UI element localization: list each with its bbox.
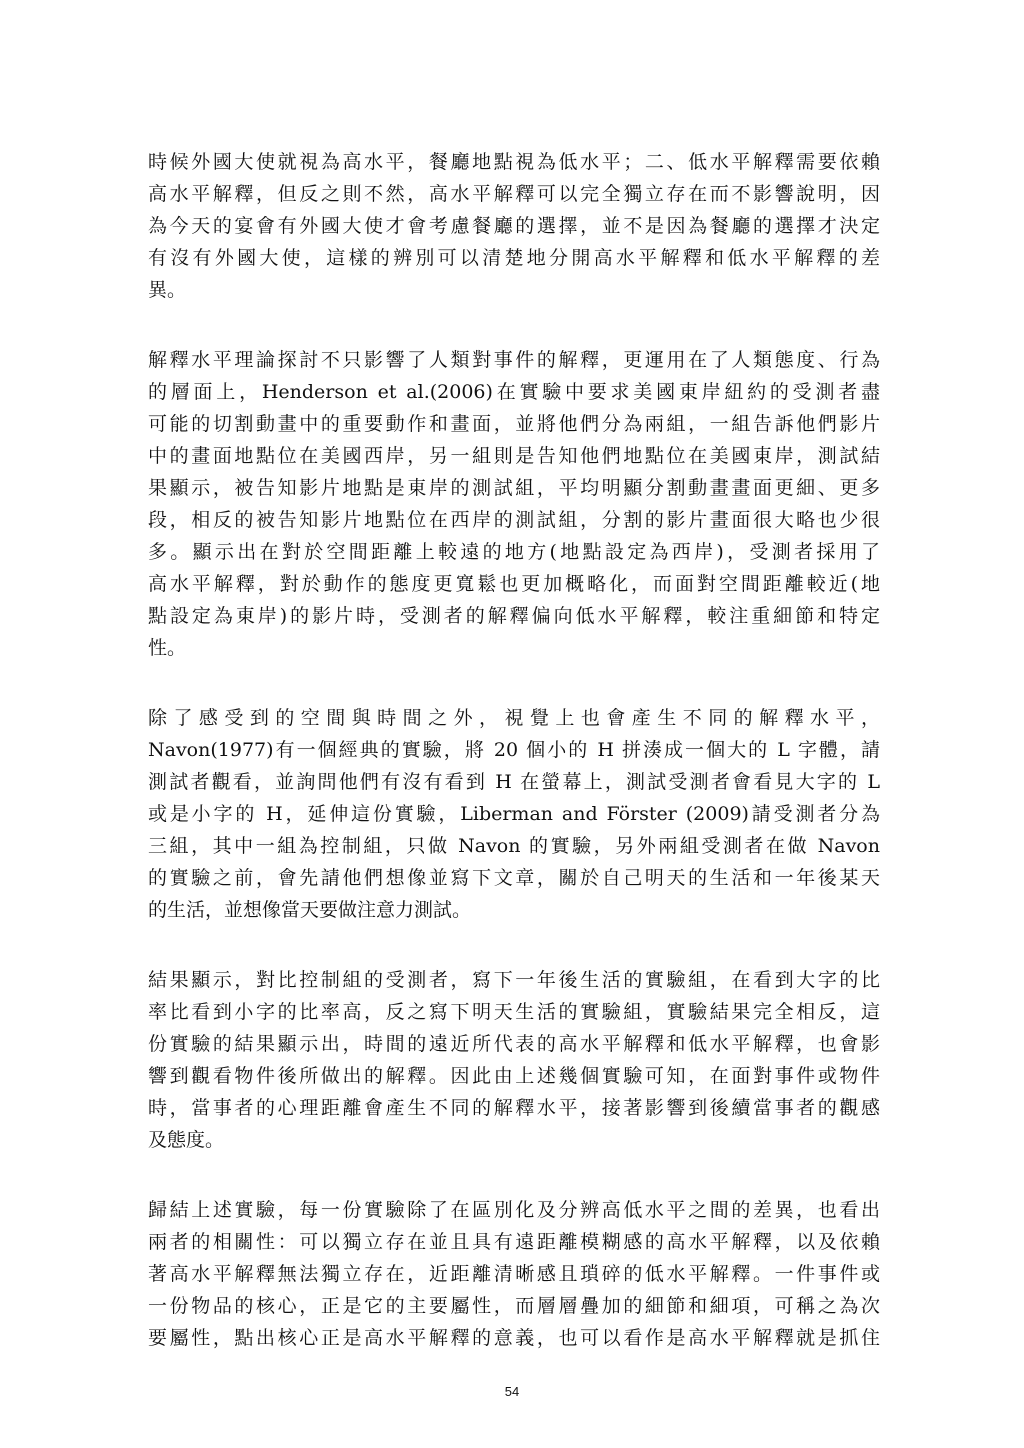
paragraph-4	[148, 964, 880, 1156]
page-number: 54	[504, 1384, 520, 1399]
text-line: 及態度。	[148, 1129, 225, 1151]
text-line: 時，當事者的心理距離會產生不同的解釋水平，接著影響到後續當事者的觀感	[148, 1097, 880, 1119]
text-line: 響到觀看物件後所做出的解釋。因此由上述幾個實驗可知，在面對事件或物件	[148, 1065, 880, 1087]
body-text	[148, 146, 880, 1392]
paragraph-2	[148, 344, 880, 664]
text-line: 多。顯示出在對於空間距離上較遠的地方(地點設定為西岸)，受測者採用了	[148, 541, 880, 563]
text-line: 除了感受到的空間與時間之外，視覺上也會產生不同的解釋水平，	[148, 707, 880, 729]
text-line: 異。	[148, 279, 187, 301]
paragraph-3	[148, 702, 880, 926]
text-line: 的層面上，Henderson et al.(2006)在實驗中要求美國東岸紐約的受測者盡	[148, 381, 880, 403]
text-line: 著高水平解釋無法獨立存在，近距離清晰感且瑣碎的低水平解釋。一件事件或	[148, 1263, 880, 1285]
text-line: 率比看到小字的比率高，反之寫下明天生活的實驗組，實驗結果完全相反，這	[148, 1001, 880, 1023]
text-line: 段，相反的被告知影片地點位在西岸的測試組，分割的影片畫面很大略也少很	[148, 509, 880, 531]
text-line: 有沒有外國大使，這樣的辨別可以清楚地分開高水平解釋和低水平解釋的差	[148, 247, 880, 269]
text-line: 時候外國大使就視為高水平，餐廳地點視為低水平；二、低水平解釋需要依賴	[148, 151, 880, 173]
text-line: 測試者觀看，並詢問他們有沒有看到 H 在螢幕上，測試受測者會看見大字的 L	[148, 771, 880, 793]
text-line: 三組，其中一組為控制組，只做 Navon 的實驗，另外兩組受測者在做 Navon	[148, 835, 880, 857]
text-line: 中的畫面地點位在美國西岸，另一組則是告知他們地點位在美國東岸，測試結	[148, 445, 880, 467]
text-line: 兩者的相關性：可以獨立存在並且具有遠距離模糊感的高水平解釋，以及依賴	[148, 1231, 880, 1253]
text-line: 一份物品的核心，正是它的主要屬性，而層層疊加的細節和細項，可稱之為次	[148, 1295, 880, 1317]
text-line: Navon(1977)有一個經典的實驗，將 20 個小的 H 拼湊成一個大的 L 字體，請	[148, 739, 880, 761]
text-line: 要屬性，點出核心正是高水平解釋的意義，也可以看作是高水平解釋就是抓住	[148, 1327, 880, 1349]
text-line: 為今天的宴會有外國大使才會考慮餐廳的選擇，並不是因為餐廳的選擇才決定	[148, 215, 880, 237]
text-line: 的實驗之前，會先請他們想像並寫下文章，關於自己明天的生活和一年後某天	[148, 867, 880, 889]
text-line: 的生活，並想像當天要做注意力測試。	[148, 899, 472, 921]
text-line: 結果顯示，對比控制組的受測者，寫下一年後生活的實驗組，在看到大字的比	[148, 969, 880, 991]
text-line: 果顯示，被告知影片地點是東岸的測試組，平均明顯分割動畫畫面更細、更多	[148, 477, 880, 499]
paragraph-1	[148, 146, 880, 306]
text-line: 高水平解釋，但反之則不然，高水平解釋可以完全獨立存在而不影響說明，因	[148, 183, 880, 205]
text-line: 性。	[148, 637, 187, 659]
text-line: 高水平解釋，對於動作的態度更寬鬆也更加概略化，而面對空間距離較近(地	[148, 573, 880, 595]
text-line: 可能的切割動畫中的重要動作和畫面，並將他們分為兩組，一組告訴他們影片	[148, 413, 880, 435]
text-line: 點設定為東岸)的影片時，受測者的解釋偏向低水平解釋，較注重細節和特定	[148, 605, 880, 627]
paragraph-5	[148, 1194, 880, 1354]
text-line: 或是小字的 H，延伸這份實驗，Liberman and Förster (2009)請受測者分為	[148, 803, 880, 825]
text-line: 解釋水平理論探討不只影響了人類對事件的解釋，更運用在了人類態度、行為	[148, 349, 880, 371]
text-line: 份實驗的結果顯示出，時間的遠近所代表的高水平解釋和低水平解釋，也會影	[148, 1033, 880, 1055]
text-line: 歸結上述實驗，每一份實驗除了在區別化及分辨高低水平之間的差異，也看出	[148, 1199, 880, 1221]
